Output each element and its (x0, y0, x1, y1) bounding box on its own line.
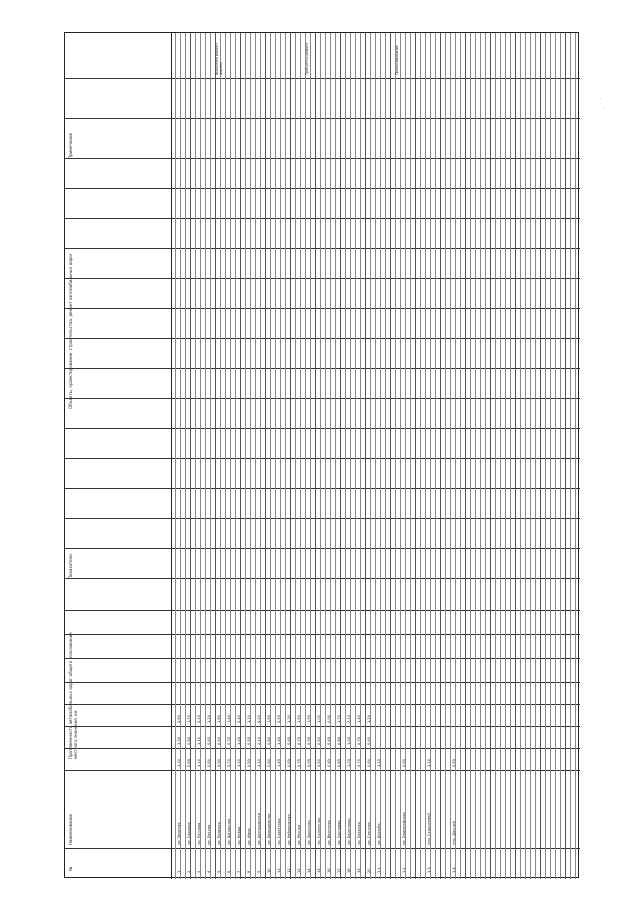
grid-row-line (330, 33, 331, 879)
grid-row-line (345, 33, 346, 879)
grid-row-line (485, 33, 486, 879)
header-indicators: Показатели (68, 554, 73, 579)
row-value: 1,05 (347, 736, 351, 745)
row-number: 16 (327, 868, 331, 873)
row-value: 0,60 (207, 758, 211, 767)
group-number: 1.1 (377, 867, 381, 873)
row-value: 0,60 (207, 736, 211, 745)
grid-row-line (275, 33, 276, 879)
grid-row-line (495, 33, 496, 879)
row-value: 0,50 (317, 736, 321, 745)
grid-column-line (65, 518, 580, 519)
row-name: ул. Сосновая (337, 820, 341, 845)
row-value: 4,20 (257, 714, 261, 723)
row-value: 1,30 (177, 758, 181, 767)
grid-row-line (195, 33, 196, 879)
row-name: ул. Весенняя (327, 820, 331, 845)
row-value: 0,50 (317, 758, 321, 767)
row-name: ул. Береговая (347, 818, 351, 845)
grid-row-line (550, 33, 551, 879)
row-value: 2,10 (257, 758, 261, 767)
row-name: ул. Новая (237, 826, 241, 845)
grid-column-line (65, 610, 580, 611)
grid-column-line (65, 278, 580, 279)
grid-row-line (545, 33, 546, 879)
row-value: 1,30 (177, 736, 181, 745)
row-name: ул. Зеленая (177, 822, 181, 845)
grid-row-line (515, 33, 516, 879)
row-name: ул. Советская (277, 818, 281, 845)
row-value: 1,70 (187, 714, 191, 723)
grid-row-line (315, 33, 316, 879)
row-value: 2,10 (257, 736, 261, 745)
row-number: 14 (307, 868, 311, 873)
margin-dot: · (604, 106, 606, 111)
grid-column-line (65, 704, 580, 705)
grid-row-line (225, 33, 226, 879)
grid-column-line (65, 368, 580, 369)
grid-row-line (555, 33, 556, 879)
grid-row-line (525, 33, 526, 879)
grid-row-line (295, 33, 296, 879)
grid-row-line (200, 33, 201, 879)
grid-row-line (325, 33, 326, 879)
grid-row-line (235, 33, 236, 879)
note-text: Проектирование (395, 45, 399, 75)
grid-row-line (310, 33, 311, 879)
row-number: 9 (257, 870, 261, 873)
grid-row-line (265, 33, 266, 879)
grid-row-line (510, 33, 511, 879)
grid-row-line (365, 33, 366, 879)
grid-row-line (220, 33, 221, 879)
grid-row-line (185, 33, 186, 879)
row-value: 0,45 (327, 758, 331, 767)
grid-column-line (65, 158, 580, 159)
row-name: ул. Мира (247, 828, 251, 845)
row-number: 11 (277, 868, 281, 873)
grid-column-line (65, 248, 580, 249)
row-number: 8 (247, 870, 251, 873)
row-value: 2,90 (277, 714, 281, 723)
grid-row-line (500, 33, 501, 879)
row-value: 1,40 (357, 714, 361, 723)
grid-row-line (475, 33, 476, 879)
header-length: Протяженность автомобильных дорог общего пользования местного значения, км (68, 632, 78, 759)
grid-row-line (255, 33, 256, 879)
row-name: ул. Солнечная (317, 817, 321, 845)
row-value: 1,70 (337, 714, 341, 723)
row-value: 0,85 (187, 758, 191, 767)
grid-row-line (575, 33, 576, 879)
grid-row-line (520, 33, 521, 879)
grid-row-line (375, 33, 376, 879)
row-value: 0,95 (307, 736, 311, 745)
grid-column-line (65, 338, 580, 339)
grid-row-line (395, 33, 396, 879)
grid-row-line (450, 33, 451, 879)
row-value: 1,20 (367, 714, 371, 723)
row-name: ул. Школьная (227, 818, 231, 845)
row-value: 1,20 (237, 758, 241, 767)
grid-column-line (65, 188, 580, 189)
grid-column-line (65, 78, 580, 79)
grid-row-line (390, 33, 391, 879)
row-value: 0,90 (217, 736, 221, 745)
grid-row-line (285, 33, 286, 879)
group-name: ул. Дружба (377, 823, 381, 845)
row-number: 5 (217, 870, 221, 873)
grid-row-line (340, 33, 341, 879)
grid-column-line (65, 634, 580, 635)
row-number: 10 (267, 868, 271, 873)
row-value: 0,65 (287, 758, 291, 767)
grid-row-line (245, 33, 246, 879)
row-value: 1,40 (227, 714, 231, 723)
row-value: 1,20 (237, 736, 241, 745)
row-value: 0,60 (367, 736, 371, 745)
grid-row-line (305, 33, 306, 879)
group-name: пер. Дачный (452, 821, 456, 845)
grid-row-line (430, 33, 431, 879)
group-total: 1,10 (427, 758, 431, 767)
group-number: 1.4 (452, 867, 456, 873)
row-number: 20 (367, 868, 371, 873)
grid-row-line (210, 33, 211, 879)
row-value: 0,80 (267, 736, 271, 745)
row-name: ул. Садовая (187, 822, 191, 845)
grid-column-line (65, 308, 580, 309)
grid-row-line (435, 33, 436, 879)
grid-row-line (230, 33, 231, 879)
note-text: Выполнен ремонт дороги (215, 42, 223, 75)
grid-row-line (175, 33, 176, 879)
grid-row-line (280, 33, 281, 879)
row-value: 0,85 (337, 736, 341, 745)
row-value: 1,50 (297, 714, 301, 723)
row-value: 1,10 (197, 758, 201, 767)
grid-row-line (205, 33, 206, 879)
row-name: ул. Луговая (197, 822, 201, 845)
row-number: 12 (287, 868, 291, 873)
row-value: 0,85 (187, 736, 191, 745)
group-number: 1.2 (402, 867, 406, 873)
grid-column-line (65, 218, 580, 219)
grid-row-line (410, 33, 411, 879)
row-value: 0,90 (327, 714, 331, 723)
grid-column-line (65, 428, 580, 429)
grid-row-line (355, 33, 356, 879)
row-value: 0,70 (357, 736, 361, 745)
grid-column-line (65, 488, 580, 489)
row-number: 4 (207, 870, 211, 873)
grid-column-line (65, 658, 580, 659)
row-value: 1,45 (277, 736, 281, 745)
header-notes: Примечание (68, 132, 73, 159)
row-value: 0,60 (367, 758, 371, 767)
grid-row-line (480, 33, 481, 879)
grid-column-line (65, 770, 580, 771)
row-value: 1,05 (347, 758, 351, 767)
row-value: 1,80 (217, 714, 221, 723)
grid-row-line (180, 33, 181, 879)
row-number: 19 (357, 868, 361, 873)
row-name: ул. Центральная (257, 813, 261, 845)
row-name: ул. Набережная (287, 814, 291, 845)
row-number: 15 (317, 868, 321, 873)
row-value: 0,45 (327, 736, 331, 745)
grid-column-line (65, 726, 580, 727)
grid-row-line (425, 33, 426, 879)
row-name: ул. Степная (367, 822, 371, 845)
grid-row-line (270, 33, 271, 879)
row-value: 2,20 (197, 714, 201, 723)
grid-row-line (400, 33, 401, 879)
row-value: 1,45 (277, 758, 281, 767)
row-number: 7 (237, 870, 241, 873)
rotated-table-page (64, 32, 579, 878)
row-value: 1,20 (207, 714, 211, 723)
grid-row-line (470, 33, 471, 879)
grid-column-line (65, 748, 580, 749)
grid-row-line (320, 33, 321, 879)
grid-column-line (65, 118, 580, 119)
group-total: 0,90 (402, 758, 406, 767)
row-value: 1,10 (247, 714, 251, 723)
grid-row-line (350, 33, 351, 879)
row-name: ул. Молодежная (267, 813, 271, 845)
grid-row-line (535, 33, 536, 879)
row-value: 1,90 (307, 714, 311, 723)
row-name: ул. Полевая (217, 822, 221, 845)
table-header (65, 33, 172, 879)
row-value: 1,30 (287, 714, 291, 723)
row-value: 1,60 (267, 714, 271, 723)
row-value: 0,55 (247, 758, 251, 767)
group-number: 1.3 (427, 867, 431, 873)
row-value: 0,95 (307, 758, 311, 767)
row-name: ул. Речная (297, 825, 301, 845)
grid-column-line (65, 848, 580, 849)
table-canvas (65, 33, 580, 879)
grid-row-line (190, 33, 191, 879)
row-value: 0,65 (287, 736, 291, 745)
grid-row-line (490, 33, 491, 879)
grid-row-line (565, 33, 566, 879)
grid-row-line (570, 33, 571, 879)
group-total: 0,55 (452, 758, 456, 767)
grid-row-line (240, 33, 241, 879)
grid-column-line (65, 578, 580, 579)
row-number: 13 (297, 868, 301, 873)
row-name: ул. Озерная (357, 822, 361, 845)
grid-column-line (65, 398, 580, 399)
grid-row-line (415, 33, 416, 879)
row-value: 0,70 (227, 736, 231, 745)
row-number: 1 (177, 870, 181, 873)
row-name: ул. Лесная (207, 824, 211, 845)
row-number: 18 (347, 868, 351, 873)
row-name: ул. Заречная (307, 820, 311, 845)
grid-row-line (560, 33, 561, 879)
grid-row-line (250, 33, 251, 879)
grid-row-line (360, 33, 361, 879)
group-total: 1,25 (377, 758, 381, 767)
group-name: ул. Олимпийская (402, 812, 406, 845)
row-value: 1,10 (197, 736, 201, 745)
row-number: 2 (187, 870, 191, 873)
row-value: 0,85 (337, 758, 341, 767)
row-value: 1,00 (317, 714, 321, 723)
grid-row-line (335, 33, 336, 879)
row-number: 3 (197, 870, 201, 873)
grid-column-line (65, 548, 580, 549)
header-number: № (68, 866, 73, 871)
grid-row-line (455, 33, 456, 879)
grid-row-line (505, 33, 506, 879)
grid-row-line (290, 33, 291, 879)
grid-column-line (65, 458, 580, 459)
grid-column-line (65, 682, 580, 683)
header-objects: Объекты, проектирование, строительство, ремонт автомобильных дорог (68, 253, 73, 409)
grid-row-line (370, 33, 371, 879)
margin-dot: · (600, 96, 602, 101)
grid-row-line (405, 33, 406, 879)
grid-row-line (420, 33, 421, 879)
row-value: 0,70 (227, 758, 231, 767)
header-name: Наименование (68, 813, 73, 845)
row-value: 0,55 (247, 736, 251, 745)
row-value: 0,80 (267, 758, 271, 767)
grid-row-line (440, 33, 441, 879)
grid-row-line (215, 33, 216, 879)
row-value: 2,60 (177, 714, 181, 723)
grid-row-line (385, 33, 386, 879)
grid-row-line (260, 33, 261, 879)
grid-row-line (380, 33, 381, 879)
row-value: 0,90 (217, 758, 221, 767)
grid-row-line (530, 33, 531, 879)
row-value: 0,75 (297, 758, 301, 767)
row-value: 0,70 (357, 758, 361, 767)
row-number: 17 (337, 868, 341, 873)
row-value: 0,75 (297, 736, 301, 745)
row-number: 6 (227, 870, 231, 873)
row-value: 2,40 (237, 714, 241, 723)
grid-row-line (540, 33, 541, 879)
grid-row-line (445, 33, 446, 879)
row-value: 2,10 (347, 714, 351, 723)
grid-row-line (300, 33, 301, 879)
grid-row-line (460, 33, 461, 879)
group-name: пер. Строителей (427, 813, 431, 845)
grid-row-line (465, 33, 466, 879)
note-text: Требуется ремонт (305, 42, 309, 75)
